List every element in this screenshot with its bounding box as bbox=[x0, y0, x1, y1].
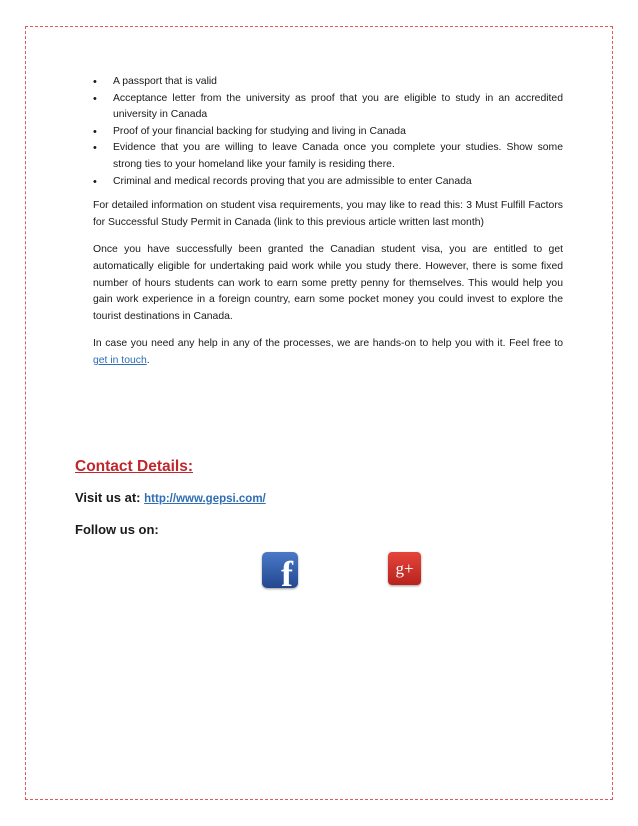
google-plus-glyph: g+ bbox=[395, 559, 414, 578]
facebook-icon[interactable] bbox=[262, 552, 298, 588]
visit-label: Visit us at: bbox=[75, 490, 141, 505]
help-text: In case you need any help in any of the processes, we are hands-on to help you with it. Feel free to bbox=[93, 338, 563, 350]
list-item: • Proof of your financial backing for studying and living in Canada bbox=[93, 124, 563, 141]
list-item: • Evidence that you are willing to leave Canada once you complete your studies. Show some strong ties to your homeland like your family is residing there. bbox=[93, 140, 563, 173]
facebook-glyph: f bbox=[281, 554, 293, 588]
website-link[interactable]: http://www.gepsi.com/ bbox=[144, 493, 266, 505]
list-item: • Criminal and medical records proving that you are admissible to enter Canada bbox=[93, 174, 563, 191]
article-body bbox=[93, 74, 563, 370]
list-item: • Acceptance letter from the university as proof that you are eligible to study in an accredited university in Canada bbox=[93, 91, 563, 124]
follow-label: Follow us on: bbox=[75, 522, 159, 537]
help-end: . bbox=[146, 354, 150, 366]
contact-details-heading: Contact Details: bbox=[75, 458, 193, 475]
get-in-touch-link[interactable]: get in touch bbox=[93, 354, 147, 366]
visit-line bbox=[75, 490, 266, 505]
paragraph-help bbox=[93, 336, 563, 369]
google-plus-icon[interactable] bbox=[388, 552, 421, 585]
requirements-list bbox=[93, 74, 563, 190]
paragraph-work-eligibility: Once you have successfully been granted the Canadian student visa, you are entitled to get automatically eligible for undertaking paid work while you study there. However, there is some fixed number of hours students can work to earn some pretty penny for themselves. This would help you gain work experience in a foreign country, earn some pocket money you could invest to explore the tourist destinations in Canada. bbox=[93, 244, 563, 322]
list-item: • A passport that is valid bbox=[93, 74, 563, 91]
paragraph-visa-info: For detailed information on student visa requirements, you may like to read this: 3 Must Fulfill Factors for Successful Study Permit in Canada (link to this previous article written last month) bbox=[93, 200, 563, 228]
